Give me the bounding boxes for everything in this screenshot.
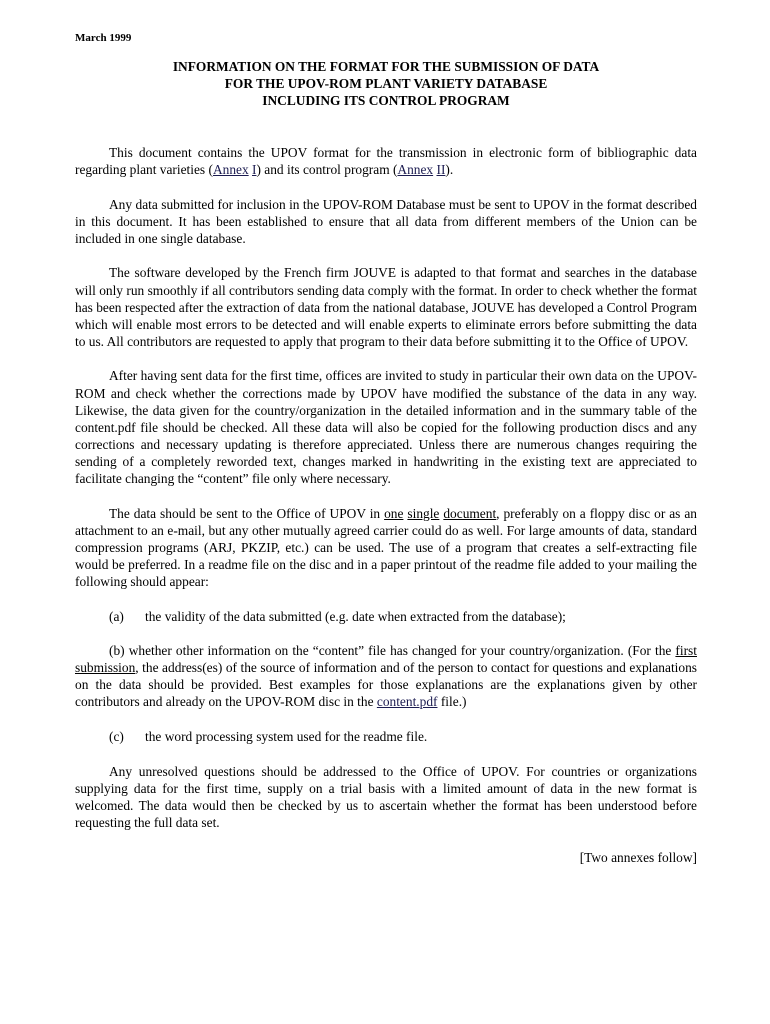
annex-link-2[interactable]: Annex xyxy=(397,162,434,178)
title-line-1: INFORMATION ON THE FORMAT FOR THE SUBMISSION OF DATA xyxy=(172,59,600,74)
paragraph-software: The software developed by the French firm JOUVE is adapted to that format and searches in the database will only run smoothly if all contributors sending data comply with the format. In order to check whether the format has been respected after the extraction of data from the national database, JOUVE has developed a Control Program which will enable most errors to be detected and will enable experts to eliminate errors before submitting the data to us. All contributors are requested to apply that program to their data before submitting it to the Office of UPOV. xyxy=(75,265,697,349)
text-run: , the address(es) of the source of information and of the person to contact for questions and explanations on the data should be provided. Best examples for those explanations are the explanations given by other contributors and already on the UPOV-ROM disc in the xyxy=(75,660,697,710)
paragraph-questions: Any unresolved questions should be addressed to the Office of UPOV. For countries or organizations supplying data for the first time, supply on a trial basis with a limited amount of data in the new format is welcomed. The data would then be checked by us to ascertain whether the format has been understood before requesting the full data set. xyxy=(75,763,697,830)
underlined-single: single xyxy=(407,505,440,521)
item-text: the word processing system used for the readme file. xyxy=(145,729,428,745)
item-text: the validity of the data submitted (e.g. date when extracted from the database); xyxy=(145,608,566,624)
text-run: (b) whether other information on the “content” file has changed for your country/organization. (For the xyxy=(109,643,676,659)
underlined-one: one xyxy=(384,505,404,521)
paragraph-intro xyxy=(75,144,697,178)
document-date: March 1999 xyxy=(75,32,132,44)
list-item-a xyxy=(75,608,697,625)
annex-ii-link[interactable]: II xyxy=(436,162,446,178)
text-run: This document contains the UPOV format for the transmission in electronic form of bibliographic data regarding plant varieties ( xyxy=(75,145,697,178)
closing-note: [Two annexes follow] xyxy=(579,849,697,865)
document-body xyxy=(75,144,697,883)
text-run: , preferably on a floppy disc or as an attachment to an e-mail, but any other mutually agreed carrier could do as well. For large amounts of data, standard compression programs (ARJ, PKZIP, etc.) can be used. The use of a program that creates a self-extracting file would be preferred. In a readme file on the disc and in a paper printout of the readme file added to your mailing the following should appear: xyxy=(75,505,697,589)
content-pdf-link[interactable]: content.pdf xyxy=(376,694,438,710)
annex-link[interactable]: Annex xyxy=(212,162,249,178)
item-label: (a) xyxy=(109,608,124,624)
list-item-b xyxy=(75,642,697,710)
document-title xyxy=(75,58,697,109)
underlined-first: first xyxy=(675,643,697,659)
text-run: ) and its control program ( xyxy=(256,162,398,178)
paragraph-sending xyxy=(75,505,697,590)
title-line-3: INCLUDING ITS CONTROL PROGRAM xyxy=(262,93,510,108)
underlined-submission: submission xyxy=(75,660,136,676)
paragraph-corrections: After having sent data for the first time, offices are invited to study in particular their own data on the UPOV-ROM and check whether the corrections made by UPOV have modified the substance of the data in any way. Likewise, the data given for the country/organization in the detailed information and in the summary table of the content.pdf file should be checked. All these data will also be copied for the following production discs and any corrections and necessary updating is therefore appreciated. Unless there are numerous changes requiring the sending of a completely reworded text, changes marked in handwriting in the existing text are appreciated to facilitate changing the “content” file only where necessary. xyxy=(75,368,697,486)
annex-i-link[interactable]: I xyxy=(252,162,257,178)
text-run: ). xyxy=(445,162,454,178)
text-run: The data should be sent to the Office of UPOV in xyxy=(109,505,385,521)
paragraph-submission: Any data submitted for inclusion in the UPOV-ROM Database must be sent to UPOV in the format described in this document. It has been established to ensure that all data from different members of the Union can be included in one single database. xyxy=(75,196,697,246)
text-run: file.) xyxy=(437,694,467,710)
title-line-2: FOR THE UPOV-ROM PLANT VARIETY DATABASE xyxy=(224,76,548,91)
item-label: (c) xyxy=(109,729,124,745)
underlined-document: document xyxy=(443,505,497,521)
list-item-c xyxy=(75,728,697,745)
